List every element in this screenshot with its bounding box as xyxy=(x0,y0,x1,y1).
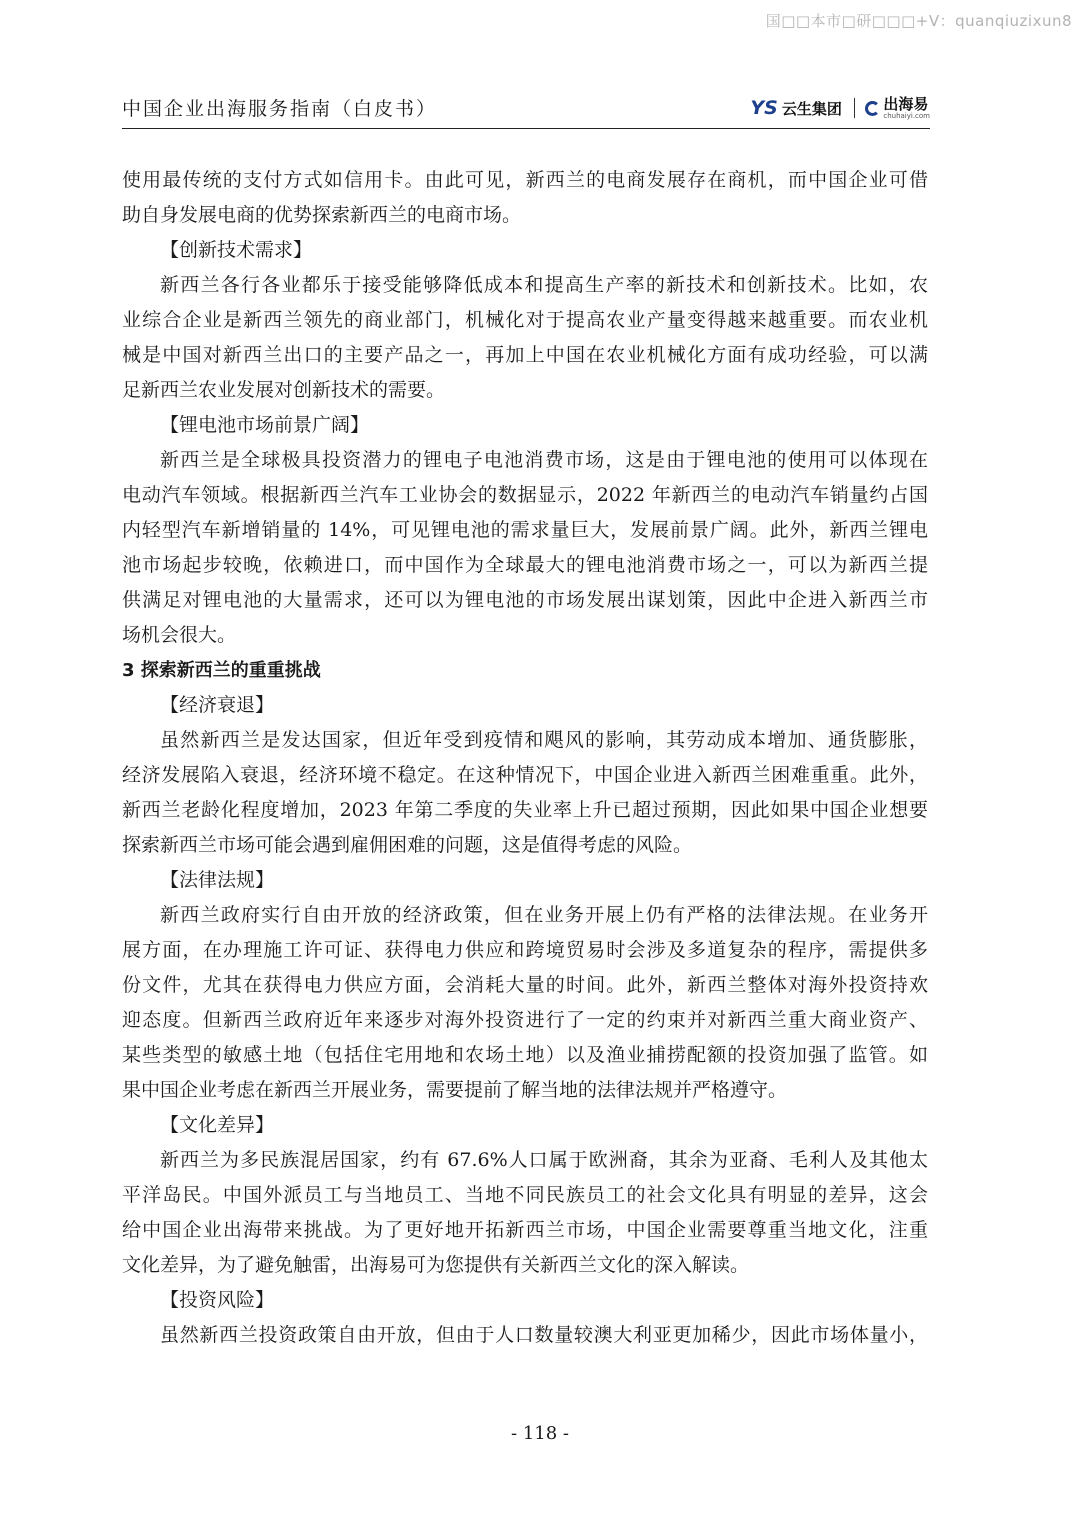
paragraph-line: 份文件，尤其在获得电力供应方面，会消耗大量的时间。此外，新西兰整体对海外投资持欢 xyxy=(122,974,928,996)
paragraph-line: 场机会很大。 xyxy=(122,624,237,646)
paragraph-line: 助自身发展电商的优势探索新西兰的电商市场。 xyxy=(122,204,522,226)
paragraph-line: 文化差异，为了避免触雷，出海易可为您提供有关新西兰文化的深入解读。 xyxy=(122,1254,750,1276)
subheading: 【经济衰退】 xyxy=(160,694,275,716)
page-number: - 118 - xyxy=(511,1423,569,1444)
body-text xyxy=(122,163,928,1353)
subheading: 【法律法规】 xyxy=(160,869,275,891)
page-header xyxy=(122,94,930,129)
paragraph-line: 新西兰老龄化程度增加，2023 年第二季度的失业率上升已超过预期，因此如果中国企业想要 xyxy=(122,799,928,821)
paragraph-line: 新西兰是全球极具投资潜力的锂电子电池消费市场，这是由于锂电池的使用可以体现在 xyxy=(160,449,928,471)
paragraph-line: 新西兰各行各业都乐于接受能够降低成本和提高生产率的新技术和创新技术。比如，农 xyxy=(160,274,928,296)
chuhaiyi-name: 出海易 xyxy=(883,94,929,113)
chuhaiyi-url: chuhaiyi.com xyxy=(883,111,930,120)
paragraph-line: 给中国企业出海带来挑战。为了更好地开拓新西兰市场，中国企业需要尊重当地文化，注重 xyxy=(122,1219,928,1241)
paragraph-line: 迎态度。但新西兰政府近年来逐步对海外投资进行了一定的约束并对新西兰重大商业资产、 xyxy=(122,1009,928,1031)
paragraph-line: 池市场起步较晚，依赖进口，而中国作为全球最大的锂电池消费市场之一，可以为新西兰提 xyxy=(122,554,928,576)
subheading: 【锂电池市场前景广阔】 xyxy=(160,414,370,436)
logo-divider xyxy=(854,98,856,118)
paragraph-line: 探索新西兰市场可能会遇到雇佣困难的问题，这是值得考虑的风险。 xyxy=(122,834,693,856)
watermark-text: 国□□本市□研□□□+V：quanqiuzixun8 xyxy=(765,12,1072,30)
ys-logo: YS xyxy=(750,97,778,119)
chuhaiyi-logo xyxy=(883,94,930,120)
subheading: 【文化差异】 xyxy=(160,1114,275,1136)
paragraph-line: 电动汽车领域。根据新西兰汽车工业协会的数据显示，2022 年新西兰的电动汽车销量约占国 xyxy=(122,484,928,506)
header-logos xyxy=(750,94,930,122)
subheading: 【创新技术需求】 xyxy=(160,239,313,261)
paragraph-line: 果中国企业考虑在新西兰开展业务，需要提前了解当地的法律法规并严格遵守。 xyxy=(122,1079,788,1101)
ys-company-name: 云生集团 xyxy=(781,99,842,118)
paragraph-line: 虽然新西兰投资政策自由开放，但由于人口数量较澳大利亚更加稀少，因此市场体量小， xyxy=(160,1324,928,1346)
paragraph-line: 供满足对锂电池的大量需求，还可以为锂电池的市场发展出谋划策，因此中企进入新西兰市 xyxy=(122,589,928,611)
paragraph-line: 平洋岛民。中国外派员工与当地员工、当地不同民族员工的社会文化具有明显的差异，这会 xyxy=(122,1184,928,1206)
paragraph-line: 新西兰政府实行自由开放的经济政策，但在业务开展上仍有严格的法律法规。在业务开 xyxy=(160,904,928,926)
chuhaiyi-logo-icon xyxy=(865,101,880,116)
paragraph-line: 使用最传统的支付方式如信用卡。由此可见，新西兰的电商发展存在商机，而中国企业可借 xyxy=(122,169,928,191)
section-heading: 3 探索新西兰的重重挑战 xyxy=(122,660,321,681)
paragraph-line: 虽然新西兰是发达国家，但近年受到疫情和飓风的影响，其劳动成本增加、通货膨胀， xyxy=(160,729,928,751)
paragraph-line: 业综合企业是新西兰领先的商业部门，机械化对于提高农业产量变得越来越重要。而农业机 xyxy=(122,309,928,331)
paragraph-line: 某些类型的敏感土地（包括住宅用地和农场土地）以及渔业捕捞配额的投资加强了监管。如 xyxy=(122,1044,928,1066)
subheading: 【投资风险】 xyxy=(160,1289,275,1311)
paragraph-line: 新西兰为多民族混居国家，约有 67.6%人口属于欧洲裔，其余为亚裔、毛利人及其他太 xyxy=(160,1149,928,1171)
paragraph-line: 内轻型汽车新增销量的 14%，可见锂电池的需求量巨大，发展前景广阔。此外，新西兰锂电 xyxy=(122,519,928,541)
paragraph-line: 足新西兰农业发展对创新技术的需要。 xyxy=(122,379,446,401)
paragraph-line: 经济发展陷入衰退，经济环境不稳定。在这种情况下，中国企业进入新西兰困难重重。此外， xyxy=(122,764,928,786)
paragraph-line: 械是中国对新西兰出口的主要产品之一，再加上中国在农业机械化方面有成功经验，可以满 xyxy=(122,344,928,366)
header-title: 中国企业出海服务指南（白皮书） xyxy=(122,98,438,120)
paragraph-line: 展方面，在办理施工许可证、获得电力供应和跨境贸易时会涉及多道复杂的程序，需提供多 xyxy=(122,939,928,961)
